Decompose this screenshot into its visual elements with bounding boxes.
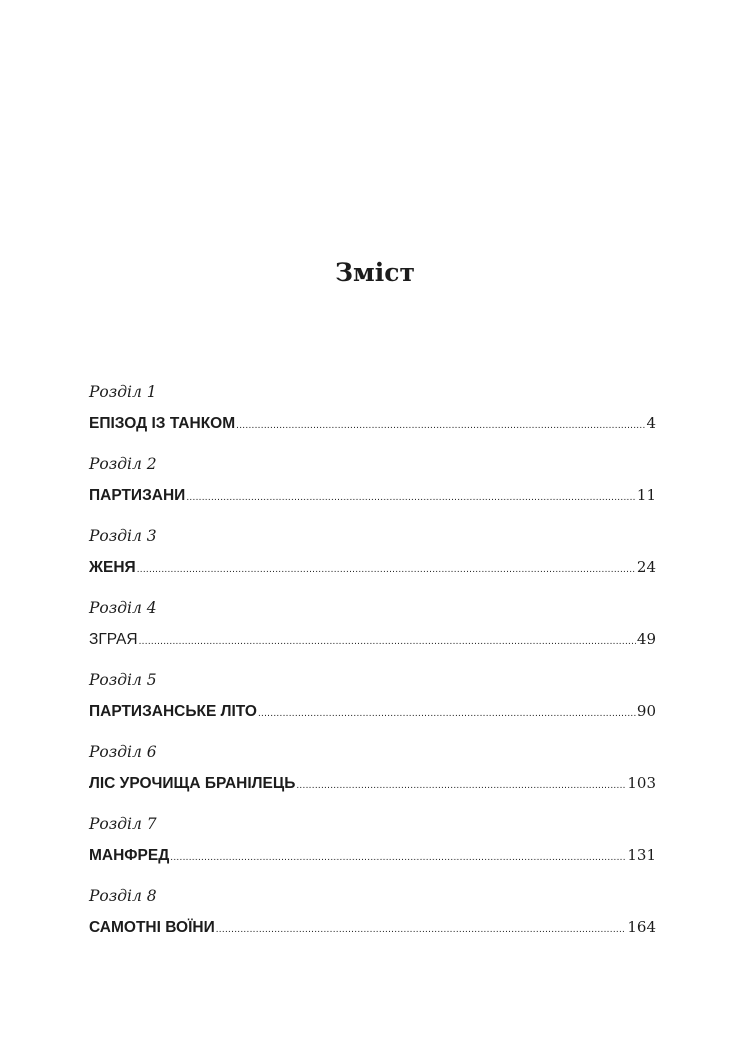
dot-leader — [170, 843, 626, 873]
chapter-title: САМОТНІ ВОЇНИ — [89, 919, 215, 936]
chapter-label: Розділ 2 — [89, 455, 157, 473]
dot-leader — [137, 555, 636, 585]
page-number: 131 — [627, 846, 656, 864]
dot-leader — [296, 771, 626, 801]
chapter-row[interactable] — [89, 768, 656, 798]
toc-entry-3 — [89, 520, 656, 592]
page-number: 90 — [636, 702, 656, 720]
chapter-row[interactable] — [89, 408, 656, 438]
chapter-row[interactable] — [89, 624, 656, 654]
chapter-row[interactable] — [89, 696, 656, 726]
dot-leader — [186, 483, 636, 513]
toc-entry-8 — [89, 880, 656, 952]
page-number: 24 — [636, 558, 656, 576]
table-of-contents — [89, 376, 656, 952]
toc-entry-1 — [89, 376, 656, 448]
chapter-label: Розділ 8 — [89, 887, 157, 905]
toc-entry-7 — [89, 808, 656, 880]
chapter-row[interactable] — [89, 552, 656, 582]
page-number: 164 — [627, 918, 656, 936]
page-title: Зміст — [335, 257, 415, 287]
chapter-row[interactable] — [89, 912, 656, 942]
page-number: 49 — [636, 630, 656, 648]
chapter-label: Розділ 4 — [89, 599, 157, 617]
chapter-label: Розділ 5 — [89, 671, 157, 689]
page-number: 11 — [636, 486, 656, 504]
chapter-label: Розділ 7 — [89, 815, 157, 833]
page-number: 103 — [627, 774, 656, 792]
chapter-label: Розділ 3 — [89, 527, 157, 545]
toc-entry-6 — [89, 736, 656, 808]
page-number: 4 — [646, 414, 656, 432]
chapter-title: ЖЕНЯ — [89, 559, 136, 576]
dot-leader — [216, 915, 627, 945]
toc-entry-2 — [89, 448, 656, 520]
chapter-title: МАНФРЕД — [89, 847, 170, 864]
chapter-title: ПАРТИЗАНСЬКЕ ЛІТО — [89, 703, 257, 720]
toc-entry-5 — [89, 664, 656, 736]
dot-leader — [236, 411, 645, 441]
dot-leader — [258, 699, 636, 729]
chapter-row[interactable] — [89, 840, 656, 870]
toc-entry-4 — [89, 592, 656, 664]
chapter-row[interactable] — [89, 480, 656, 510]
chapter-title: ПАРТИЗАНИ — [89, 487, 186, 504]
dot-leader — [139, 627, 636, 657]
chapter-title: ЛІС УРОЧИЩА БРАНІЛЕЦЬ — [89, 775, 296, 792]
chapter-title: ЕПІЗОД ІЗ ТАНКОМ — [89, 415, 236, 432]
chapter-title: ЗГРАЯ — [89, 631, 138, 648]
chapter-label: Розділ 6 — [89, 743, 157, 761]
chapter-label: Розділ 1 — [89, 383, 157, 401]
